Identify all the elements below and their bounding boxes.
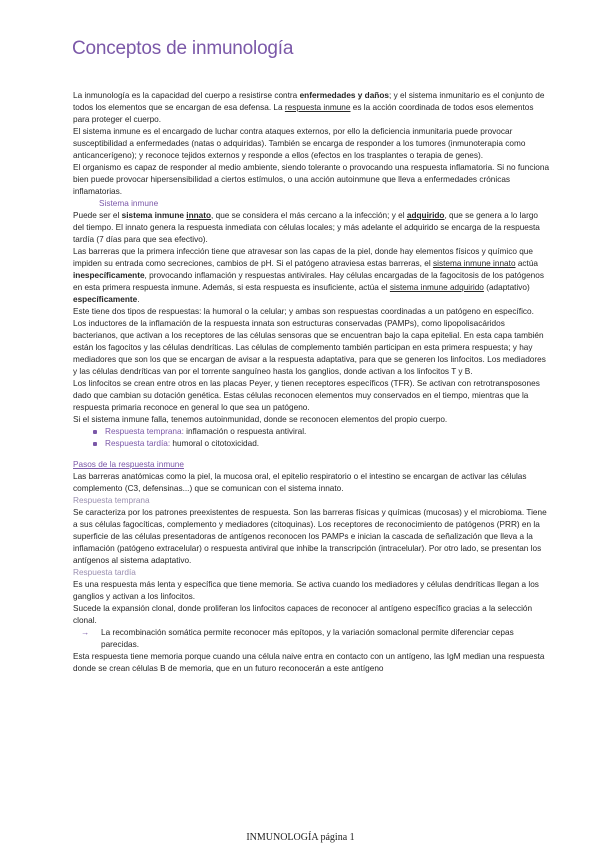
underlined-term: sistema inmune adquirido — [389, 283, 484, 292]
response-bullet-list — [73, 426, 551, 450]
arrow-list-item — [73, 627, 551, 651]
document-body — [73, 90, 551, 675]
list-item — [91, 438, 551, 450]
bold-term: inespecíficamente — [73, 271, 145, 280]
underlined-term: respuesta inmune — [284, 103, 351, 112]
bold-term: específicamente — [73, 295, 138, 304]
bullet-label: Respuesta temprana: — [105, 427, 184, 436]
spacer — [73, 450, 551, 459]
paragraph-barriers — [73, 246, 551, 306]
section-heading-pasos: Pasos de la respuesta inmune — [73, 460, 184, 469]
page-title: Conceptos de inmunología — [72, 38, 294, 59]
paragraph: Sucede la expansión clonal, donde proliferan los linfocitos capaces de reconocer al antígeno específico gracias a la selección clonal. — [73, 604, 533, 625]
text-run: , provocando inflamación y respuestas antivirales. Hay células encargadas de la fagocitosis de los patógenos en esta primera respuesta inmune. Además, si esta respuesta es insuficiente, actúa el — [73, 271, 544, 292]
text-run: ; y el sistema inmunitario es el conjunto de todos los elementos que se encargan de esa defensa. La — [73, 91, 545, 112]
paragraph: El sistema inmune es el encargado de luchar contra ataques externos, por ello la deficiencia inmunitaria puede provocar susceptibilidad a enfermedades (natas o adquiridas). También se encarga de responder a los tumores (inmunoterapia como anticancerígeno); y reconoce tejidos externos y responde a ellos (efectos en los trasplantes o terapia de genes). — [73, 127, 526, 160]
section-heading-sistema-inmune: Sistema inmune — [99, 199, 159, 208]
text-run: (adaptativo) — [483, 283, 530, 292]
bold-term: enfermedades y daños — [299, 91, 389, 100]
paragraph: Los linfocitos se crean entre otros en las placas Peyer, y tienen receptores específicos (TFR). Se activan con retrotransposones dado que cambian su dotación genética. Estas células reconocen elementos muy conservados en el tiempo, mientras que la respuesta primaria reconoce en general lo que sea un patógeno. — [73, 379, 540, 412]
paragraph: Se caracteriza por los patrones preexistentes de respuesta. Son las barreras físicas y químicas (mucosas) y el microbioma. Tiene a sus células fagocíticas, complemento y mediadores (citoquinas). Los receptores de reconocimiento de patógenos (PRR) en la superficie de las células presentadoras de antígenos reconocen los PAMPs e inician la cascada de señalización que lleva a la inflamación (patógeno extracelular) o respuesta antiviral que inhibe la transcripción (intracelular). Por otro lado, se presentan los antígenos al sistema adaptativo. — [73, 508, 547, 565]
text-run: Las barreras que la primera infección tiene que atravesar son las capas de la piel, donde hay elementos físicos y químico que impiden su entrada como secreciones, cambios de pH. Si el patógeno atraviesa estas barreras, el — [73, 247, 533, 268]
underlined-term: sistema inmune innato — [432, 259, 516, 268]
paragraph: Los inductores de la inflamación de la respuesta innata son estructuras conservadas (PAMPs), como lipopolisacáridos bacterianos, que activan a los receptores de las células sensoras que se encuentran bajo la capa epitelial. En esta capa también están los fagocitos y las células dendríticas. Las células de complemento también participan en esta primera respuesta; y hay mediadores que son los que se encargan de avisar a la respuesta adaptativa, para que se generen los linfocitos. Los mediadores y las células dendríticas van por el torrente sanguíneo hasta los ganglios, donde activan a los linfocitos T y B. — [73, 319, 546, 376]
paragraph: El organismo es capaz de responder al medio ambiente, siendo tolerante o provocando una respuesta inflamatoria. Si no funciona bien puede provocar hipersensibilidad a ciertos estímulos, o una acción autoinmune que lleva a enfermedades crónicas inflamatorias. — [73, 163, 550, 196]
page-footer: INMUNOLOGÍA página 1 — [246, 832, 355, 843]
text-run: actúa — [515, 259, 539, 268]
bold-underlined-term: innato — [186, 211, 212, 220]
paragraph-intro — [73, 90, 551, 126]
subheading-respuesta-tardia: Respuesta tardía — [73, 568, 136, 577]
subheading-respuesta-temprana: Respuesta temprana — [73, 496, 150, 505]
paragraph: Esta respuesta tiene memoria porque cuando una célula naive entra en contacto con un antígeno, las IgM median una respuesta donde se crean células B de memoria, que en un futuro reconocerán a este antígeno — [73, 652, 545, 673]
paragraph-innate-adaptive — [73, 210, 551, 246]
arrow-right-icon: → — [81, 628, 90, 637]
arrow-item-text: La recombinación somática permite reconocer más epítopos, y la variación somaclonal permite diferenciar cepas parecidas. — [101, 628, 514, 649]
paragraph: Las barreras anatómicas como la piel, la mucosa oral, el epitelio respiratorio o el intestino se encargan de activar las células complemento (C3, defensinas...) que se comunican con el sistema innato. — [73, 472, 527, 493]
list-item — [91, 426, 551, 438]
bullet-label: Respuesta tardía: — [105, 439, 171, 448]
paragraph: Si el sistema inmune falla, tenemos autoinmunidad, donde se reconocen elementos del propio cuerpo. — [73, 415, 448, 424]
text-run: . — [137, 295, 140, 304]
bold-term: sistema inmune — [121, 211, 187, 220]
text-run: La inmunología es la capacidad del cuerpo a resistirse contra — [73, 91, 300, 100]
bold-underlined-term: adquirido — [406, 211, 445, 220]
paragraph: Este tiene dos tipos de respuestas: la humoral o la celular; y ambas son respuestas coordinadas a un patógeno en específico. — [73, 307, 534, 316]
text-run: , que se considera el más cercano a la infección; y el — [211, 211, 407, 220]
text-run: es la acción coordinada de todos esos elementos para proteger el cuerpo. — [73, 103, 534, 124]
bullet-text: inflamación o respuesta antiviral. — [183, 427, 307, 436]
text-run: , que se genera a lo largo del tiempo. El innato genera la respuesta inmediata con células locales; y más adelante el adquirido se encarga de la respuesta tardía (7 días para que sea efectivo). — [73, 211, 540, 244]
bullet-text: humoral o citotoxicidad. — [170, 439, 260, 448]
text-run: Puede ser el — [73, 211, 122, 220]
paragraph: Es una respuesta más lenta y específica que tiene memoria. Se activa cuando los mediadores y células dendríticas llegan a los ganglios y activan a los linfocitos. — [73, 580, 539, 601]
